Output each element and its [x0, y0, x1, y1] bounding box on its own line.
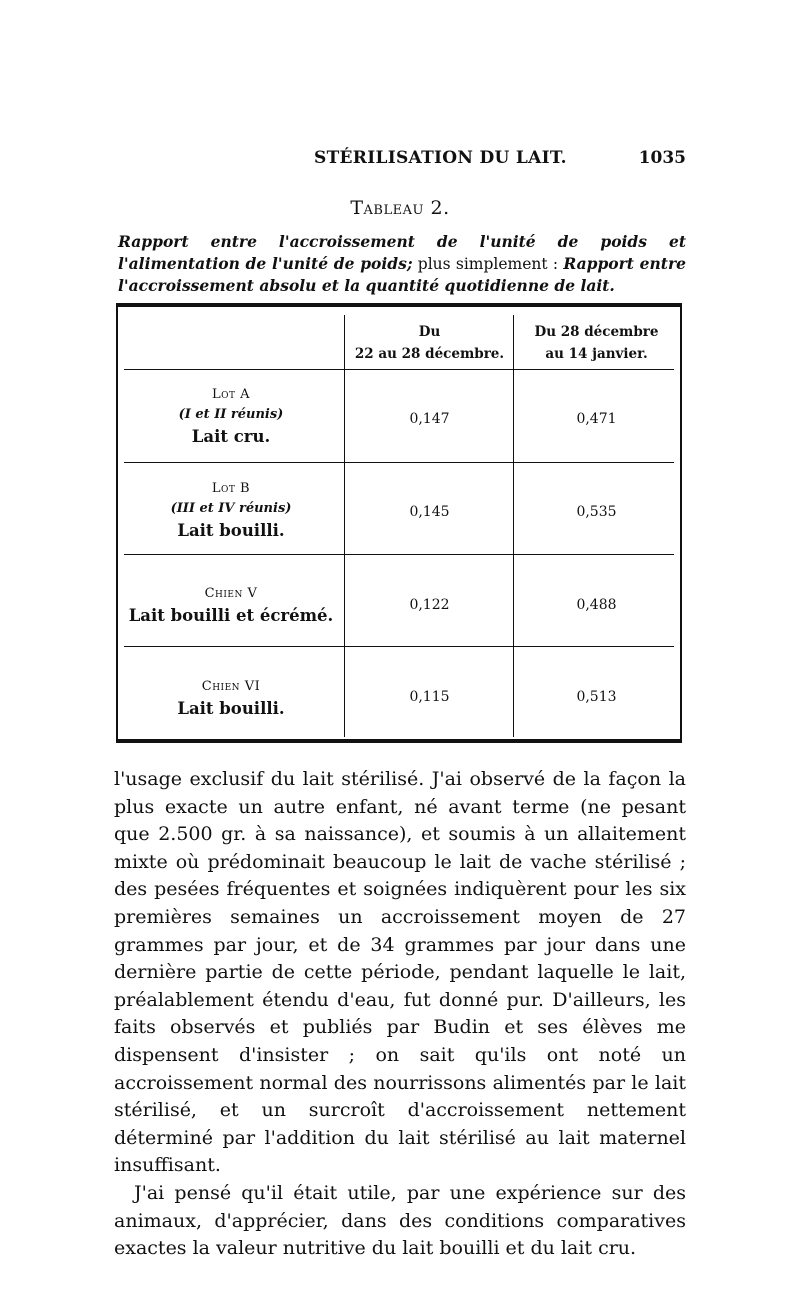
row-label-chien-v — [118, 584, 344, 628]
row-group-name: Chien V — [204, 586, 258, 601]
column-divider — [344, 315, 345, 737]
column-header-line: au 14 janvier. — [545, 346, 648, 362]
row-diet: Lait cru. — [191, 427, 271, 446]
row-label-chien-vi — [118, 677, 344, 721]
column-header-line: Du 28 décembre — [534, 324, 659, 340]
paragraph: J'ai pensé qu'il était utile, par une expérience sur des animaux, d'apprécier, dans des conditions comparatives exactes la valeur nutritive du lait bouilli et du lait cru. — [114, 1181, 686, 1260]
table-caption — [118, 231, 686, 297]
column-header-1 — [346, 321, 513, 365]
column-header-line: 22 au 28 décembre. — [354, 346, 505, 362]
caption-part2: plus simplement : — [412, 255, 564, 273]
row-divider — [124, 369, 674, 370]
row-group-detail: (I et II réunis) — [178, 407, 284, 422]
row-group-detail: (III et IV réunis) — [170, 501, 292, 516]
paragraph: l'usage exclusif du lait stérilisé. J'ai observé de la façon la plus exacte un autre enfant, né avant terme (ne pesant que 2.500 gr. à sa naissance), et soumis à un allaitement mixte où prédominait beaucoup le lait de vache stérilisé ; des pesées fréquentes et soignées indiquèrent pour les six premières semaines un accroissement moyen de 27 grammes par jour, et de 34 grammes par jour dans une dernière partie de cette période, pendant laquelle le lait, préalablement étendu d'eau, fut donné pur. D'ailleurs, les faits observés et publiés par Budin et ses élèves me dispensent d'insister ; on sait qu'ils ont noté un accroissement normal des nourrissons alimentés par le lait stérilisé, et un surcroît d'accroissement nettement déterminé par l'addition du lait stérilisé au lait maternel insuffisant. — [114, 768, 686, 1177]
row-diet: Lait bouilli. — [177, 521, 285, 540]
table-title — [0, 197, 800, 219]
row-divider — [124, 462, 674, 463]
table-cell: 0,471 — [576, 411, 617, 427]
table-cell: 0,115 — [409, 689, 450, 705]
page-number: 1035 — [638, 148, 686, 168]
column-header-2 — [515, 321, 678, 365]
table-cell: 0,488 — [576, 597, 617, 613]
table-cell: 0,145 — [409, 504, 450, 520]
data-table — [116, 303, 682, 743]
row-divider — [124, 554, 674, 555]
row-diet: Lait bouilli. — [177, 699, 285, 718]
table-cell: 0,122 — [409, 597, 450, 613]
column-divider — [513, 315, 514, 737]
table-title-text: Tableau 2. — [350, 197, 450, 219]
running-title: STÉRILISATION DU LAIT. — [314, 148, 567, 168]
table-cell: 0,147 — [409, 411, 450, 427]
column-header-line: Du — [418, 324, 441, 340]
row-diet: Lait bouilli et écrémé. — [128, 606, 334, 625]
row-label-lot-a — [118, 385, 344, 449]
table-cell: 0,535 — [576, 504, 617, 520]
caption-part1: Rapport entre l'accroissement de l'unité de poids et l'alimentation de l'unité de poids; — [118, 232, 686, 273]
row-label-lot-b — [118, 479, 344, 543]
row-divider — [124, 646, 674, 647]
page-header — [112, 148, 686, 172]
row-group-name: Lot B — [211, 481, 251, 496]
table-cell: 0,513 — [576, 689, 617, 705]
body-text — [114, 766, 686, 1263]
row-group-name: Chien VI — [201, 679, 261, 694]
row-group-name: Lot A — [211, 387, 251, 402]
caption-part3: Rapport entre l'accroissement absolu et la quantité quotidienne de lait. — [118, 254, 686, 295]
